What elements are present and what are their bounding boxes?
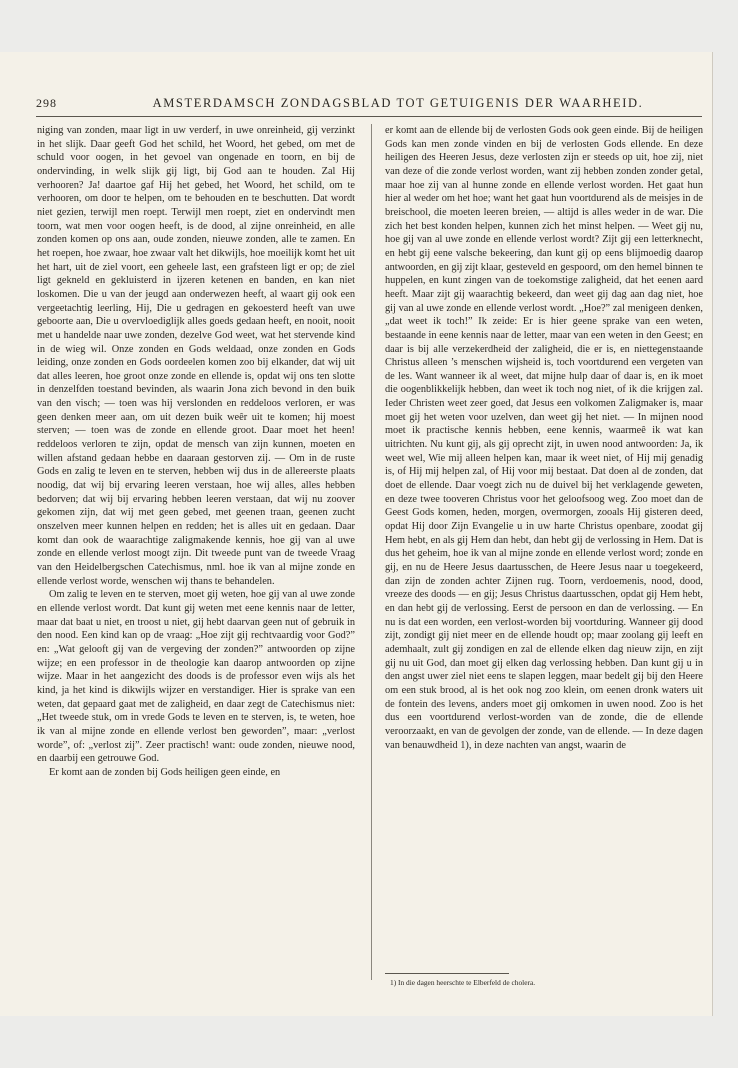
paragraph: niging van zonden, maar ligt in uw verderf, in uwe onreinheid, gij verzinkt in het slijk. Daar geeft God het schild, het Woord, het gebed, om met de schuld voor oogen, in het gevoel van ongenade en toorn, en bij de ondervinding, in welk slijk gij ligt, bij God aan te houden. Zal Hij verhooren? Ja! daartoe gaf Hij het gebed, het Woord, het schild, om te verhooren, om door te helpen, om te behouden en te beschutten. Dat wordt niet gezien, terwijl men roept. Terwijl men roept, ziet en ondervindt men toorn, wat men voor oogen heeft, is de dood, al zijne onreinheid, en alle zonden komen op ons aan, oude zonden, nieuwe zonden, alle te zamen. En het roepen, hoe zwaar, hoe zwaar valt het dikwijls, hoe moeilijk komt het uit het hart, uit de ziel voort, een geheele last, een grafsteen ligt er op; de ziel ligt gekneld en gekluisterd in ijzeren ketenen en banden, en kan niet loskomen. Die u van der jeugd aan onderwezen heeft, al waart gij ook een vergeetachtig leerling, Hij, Die u gedragen en gekoesterd heeft van uwe geboorte aan, Die u overvloediglijk alles goeds gedaan heeft, en nooit, nooit met u handelde naar uwe zonden, dezelve God weet, wat het stervende kind in de wieg wil. Onze zonden en Gods weldaad, onze zonden en Gods leiding, onze zonden en Gods oordeelen komen zoo bij elkander, dat wij uit dat alles leeren, hoe groot onze zonde en ellende is, opdat wij ons ten slotte in denzelfden toestand bevinden, als waarin Jona zich bevond in den buik van den visch; — toen was hij verslonden en reddeloos verloren, er was geen denken meer aan, om uit dezen buik weêr uit te komen; hij moest sterven; — toen was de zonde en ellende groot. Daar moet het heen! reddeloos verloren te zijn, opdat de mensch van zijn kunnen, moeten en willen afstand gedaan hebbe en daaraan gestorven zij. — Om in de ruste Gods en zalig te leven en te sterven, hebben wij dus in de allereerste plaats noodig, dat wij bij ervaring leeren verstaan, hoe wij alles, alles hebben bedorven; dat wij bij ervaring hebben leeren verstaan, dat wij nu zoover gekomen zijn, dat wij met geen gebed, met geenen traan, geenen zucht onszelven meer kunnen helpen en redden; het is alles uit en gedaan. Daar komt dan ook de waarachtige zaligmakende kennis, hoe gij van al uwe zonde en ellende verlost moogt zijn. Dit tweede punt van de tweede Vraag van den Heidelbergschen Catechismus, nml. hoe ik van al mijne zonde en ellende verlost worde, wenschen wij thans te behandelen. [37,125,355,587]
header-rule [36,116,702,117]
footnote: 1) In die dagen heerschte te Elberfeld de cholera. [390,978,536,987]
running-head: AMSTERDAMSCH ZONDAGSBLAD TOT GETUIGENIS DER WAARHEID. [152,96,644,110]
paragraph: er komt aan de ellende bij de verlosten Gods ook geen einde. Bij de heiligen Gods kan men zonde vinden en bij de verlosten Gods ellende. En deze heiligen des Heeren Jesus, deze verlosten zijn er steeds op uit, hoe zij, niet van deze of die zonde verlost worden, want zij hebben zonden zonder getal, maar hoe zij van al hunne zonde en ellende verlost worden. Het gaat hun hier al weder om het hoe; want het gaat hun voortdurend als de meisjes in de breischool, die moeten leeren breien, — altijd is alles weder in de war. Die zich het best konden helpen, kunnen zich het minst helpen. — Weet gij nu, hoe gij van al uwe zonde en ellende verlost wordt? Zijt gij een letterknecht, en hebt gij eene valsche bekeering, dan kunt gij op eens blijmoedig daarop antwoorden, en gij zijt klaar, gesteveld en gespoord, om den hemel binnen te huppelen, en kunt zingen van de toekomstige zaligheid, dat het eenen aard heeft. Maar zijt gij waarachtig bekeerd, dan weet gij dag aan dag niet, hoe gij van al uwe zonde en ellende verlost wordt. „Hoe?” zal menigeen denken, „dat weet ik toch!” Ik zeide: Er is hier geene sprake van een weten, bestaande in eene kennis naar de letter, maar van een weten in den Geest; en daar is bij alle verzekerdheid der zaligheid, die er is, en niettegenstaande Christus alleen ’s menschen wijsheid is, toch voortdurend een vergeten van de les. Want wanneer ik al weet, dat mijne hulp daar of daar is, en ik moet die oogenblikkelijk hebben, dan weet ik toch nog niet, of ik die krijgen zal. Ieder Christen weet zeer goed, dat Jesus een volkomen Zaligmaker is, maar moet gij het weten voor uzelven, dan weet gij het niet. — In mijnen nood moet ik practische kennis hebben, eene kennis, waarmeê ik wat kan uitrichten. Nu kunt gij, als gij oprecht zijt, in uwen nood antwoorden: Ja, ik weet wel, Wie mij alleen helpen kan, maar ik weet niet, of Hij mij genadig is, of Hij mij helpen zal, of Hij voor mij bestaat. Dat doen al de zonden, dat doet de ellende. Daar voegt zich nu de duivel bij het verklagende geweten, en deze twee tooveren Christus voor het geloofsoog weg. Zoo moet dan de Geest Gods komen, heden, morgen, overmorgen, zooals Hij gisteren deed, opdat Hij door Zijn Evangelie u in uw harte Christus openbare, zoodat gij Hem hebt, en als gij Hem dan hebt, dan hebt gij de verlossing in Hem. Dat is dus het geheim, hoe ik van al mijne zonde en ellende verlost word; zonde en gij, en nu de Heere Jesus daartusschen, de Heere Jesus naar u toegekeerd, dan zijn de zonden achter Zijnen rug. Toorn, verdoemenis, nood, dood, vreeze des doods — en gij; Jesus Christus daartusschen, opdat gij Hem hebt, en dan hebt gij de verlossing. Eerst de persoon en dan de verlossing. — En nu is dat een worden, een verlost-worden bij voortduring. Wanneer gij dood zijt, zondigt gij niet meer en de ellende houdt op; maar zoolang gij leeft en ademhaalt, zult gij zondigen en zal de ellende elken dag nieuw zijn, en zijt gij nu uit God, dan moet gij elken dag verlossing hebben. Dan kunt gij u in den angst uwer ziel niet eens te slapen leggen, maar bedelt gij bij den Heere om een stuk brood, al is het ook nog zoo klein, om eenen dronk waters uit de fontein des levens, anders moet gij omkomen in uwen nood. Zoo is het dus een voortdurend verlost-worden van de zonde, die de ellende veroorzaakt, en van de gevolgen der zonde, van de ellende. — In deze dagen van benauwdheid 1), in deze nachten van angst, waarin de [385,125,704,751]
page-number: 298 [36,96,57,110]
left-column [37,124,355,780]
paragraph: Om zalig te leven en te sterven, moet gij weten, hoe gij van al uwe zonde en ellende verlost wordt. Dat kunt gij weten met eene kennis naar de letter, maar dat baat u niet, en troost u niet, gij hebt daarvan geen nut of gebruik in den nood. Een kind kan op de vraag: „Hoe zijt gij rechtvaardig voor God?” en: „Wat gelooft gij van de vergeving der zonden?” antwoorden op zijne wijze; en een professor in de theologie kan daarop antwoorden op zijne wijze. Maar in het aangezicht des doods is de professor even wijs als het kind, ja het kind is dikwijls wijzer en verstandiger. Hier is sprake van een weten, dat gepaard gaat met de zaligheid, en daar zegt de Catechismus niet: „Het tweede stuk, om in vrede Gods te leven en te sterven, is, te weten, hoe ik van al mijne zonde en ellende verlost ben geworden”, maar: „verlost worde”, of: „verlost zij”. Zeer practisch! want: oude zonden, nieuwe nood, en daarbij een getrouwe God. [37,589,355,765]
paragraph: Er komt aan de zonden bij Gods heiligen geen einde, en [49,766,281,778]
right-column [385,124,703,752]
page-header [36,96,702,114]
footnote-rule [385,973,509,974]
column-divider [371,124,372,980]
